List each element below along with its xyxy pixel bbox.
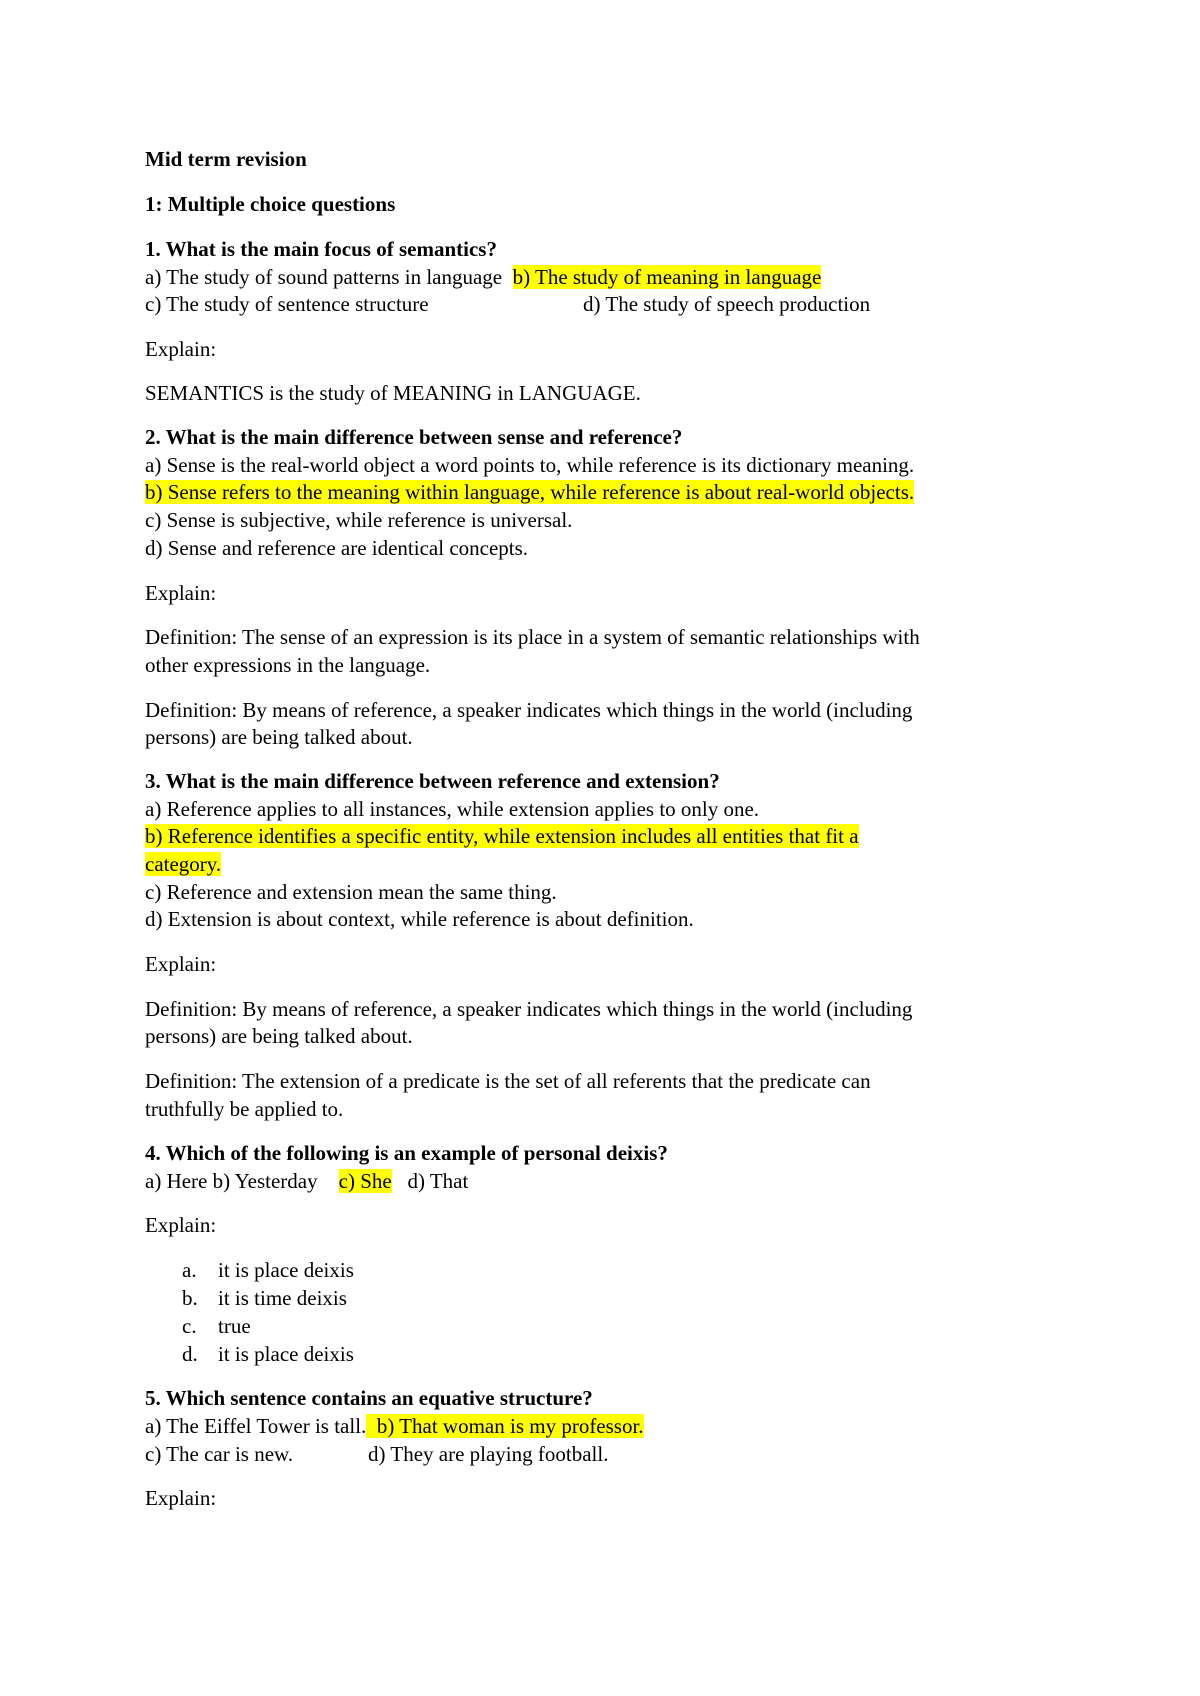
q1-explanation: SEMANTICS is the study of MEANING in LANGUAGE. <box>145 381 641 405</box>
q4-explain-item-d-marker: d. <box>182 1342 198 1366</box>
q2-definition-1-line-2: other expressions in the language. <box>145 653 431 677</box>
q2-option-b-row <box>145 479 914 505</box>
q1-option-d: d) The study of speech production <box>583 292 871 316</box>
q4-explain-item-c: true <box>218 1314 251 1338</box>
q2-definition-2-line-1: Definition: By means of reference, a speaker indicates which things in the world (including <box>145 698 913 722</box>
doc-title: Mid term revision <box>145 147 307 171</box>
q3-option-b-answer-line-1: b) Reference identifies a specific entity, while extension includes all entities that fit a <box>145 824 859 848</box>
q2-option-a: a) Sense is the real-world object a word points to, while reference is its dictionary meaning. <box>145 453 915 477</box>
q4-option-b: b) Yesterday <box>212 1169 318 1193</box>
q3-option-b-answer-line-2: category. <box>145 852 222 876</box>
q3-option-b-row-1 <box>145 823 859 849</box>
q2-explain-label: Explain: <box>145 581 217 605</box>
q3-option-b-row-2 <box>145 851 221 877</box>
q5-option-b-answer: b) That woman is my professor. <box>376 1414 644 1438</box>
q2-option-d: d) Sense and reference are identical concepts. <box>145 536 529 560</box>
q4-explain-label: Explain: <box>145 1213 217 1237</box>
q2-definition-2-line-2: persons) are being talked about. <box>145 725 413 749</box>
q4-question: 4. Which of the following is an example of personal deixis? <box>145 1141 668 1165</box>
q5-option-c: c) The car is new. <box>145 1442 294 1466</box>
q2-option-b-answer: b) Sense refers to the meaning within language, while reference is about real-world objects. <box>145 480 915 504</box>
q5-options-row-1 <box>145 1413 644 1439</box>
q4-explain-item-c-marker: c. <box>182 1314 197 1338</box>
q3-question: 3. What is the main difference between reference and extension? <box>145 769 720 793</box>
q5-option-d: d) They are playing football. <box>368 1442 609 1466</box>
q4-option-a: a) Here <box>145 1169 208 1193</box>
q3-option-c: c) Reference and extension mean the same thing. <box>145 880 557 904</box>
q4-explain-item-b: it is time deixis <box>218 1286 347 1310</box>
q4-options-row <box>145 1168 468 1194</box>
q3-option-d: d) Extension is about context, while reference is about definition. <box>145 907 694 931</box>
q5-option-a: a) The Eiffel Tower is tall. <box>145 1414 367 1438</box>
q3-explain-label: Explain: <box>145 952 217 976</box>
q1-options-row-2 <box>145 291 429 317</box>
q4-explain-item-a: it is place deixis <box>218 1258 354 1282</box>
q3-definition-1-line-2: persons) are being talked about. <box>145 1024 413 1048</box>
q4-explain-item-a-marker: a. <box>182 1258 197 1282</box>
q4-explain-item-b-marker: b. <box>182 1286 198 1310</box>
q2-definition-1-line-1: Definition: The sense of an expression is its place in a system of semantic relationships with <box>145 625 920 649</box>
q1-option-b-answer: b) The study of meaning in language <box>512 265 822 289</box>
q3-definition-2-line-1: Definition: The extension of a predicate is the set of all referents that the predicate can <box>145 1069 871 1093</box>
q2-option-c: c) Sense is subjective, while reference is universal. <box>145 508 573 532</box>
q3-definition-2-line-2: truthfully be applied to. <box>145 1097 344 1121</box>
q5-question: 5. Which sentence contains an equative structure? <box>145 1386 593 1410</box>
q4-option-d: d) That <box>407 1169 469 1193</box>
q3-option-a: a) Reference applies to all instances, while extension applies to only one. <box>145 797 760 821</box>
q1-question: 1. What is the main focus of semantics? <box>145 237 497 261</box>
q2-question: 2. What is the main difference between sense and reference? <box>145 425 683 449</box>
q1-options-row-1 <box>145 264 821 290</box>
section-heading: 1: Multiple choice questions <box>145 192 396 216</box>
q5-explain-label: Explain: <box>145 1486 217 1510</box>
q1-option-c: c) The study of sentence structure <box>145 292 429 316</box>
q1-explain-label: Explain: <box>145 337 217 361</box>
q4-explain-item-d: it is place deixis <box>218 1342 354 1366</box>
q3-definition-1-line-1: Definition: By means of reference, a speaker indicates which things in the world (including <box>145 997 913 1021</box>
q4-option-c-answer: c) She <box>338 1169 392 1193</box>
q1-option-a: a) The study of sound patterns in language <box>145 265 503 289</box>
